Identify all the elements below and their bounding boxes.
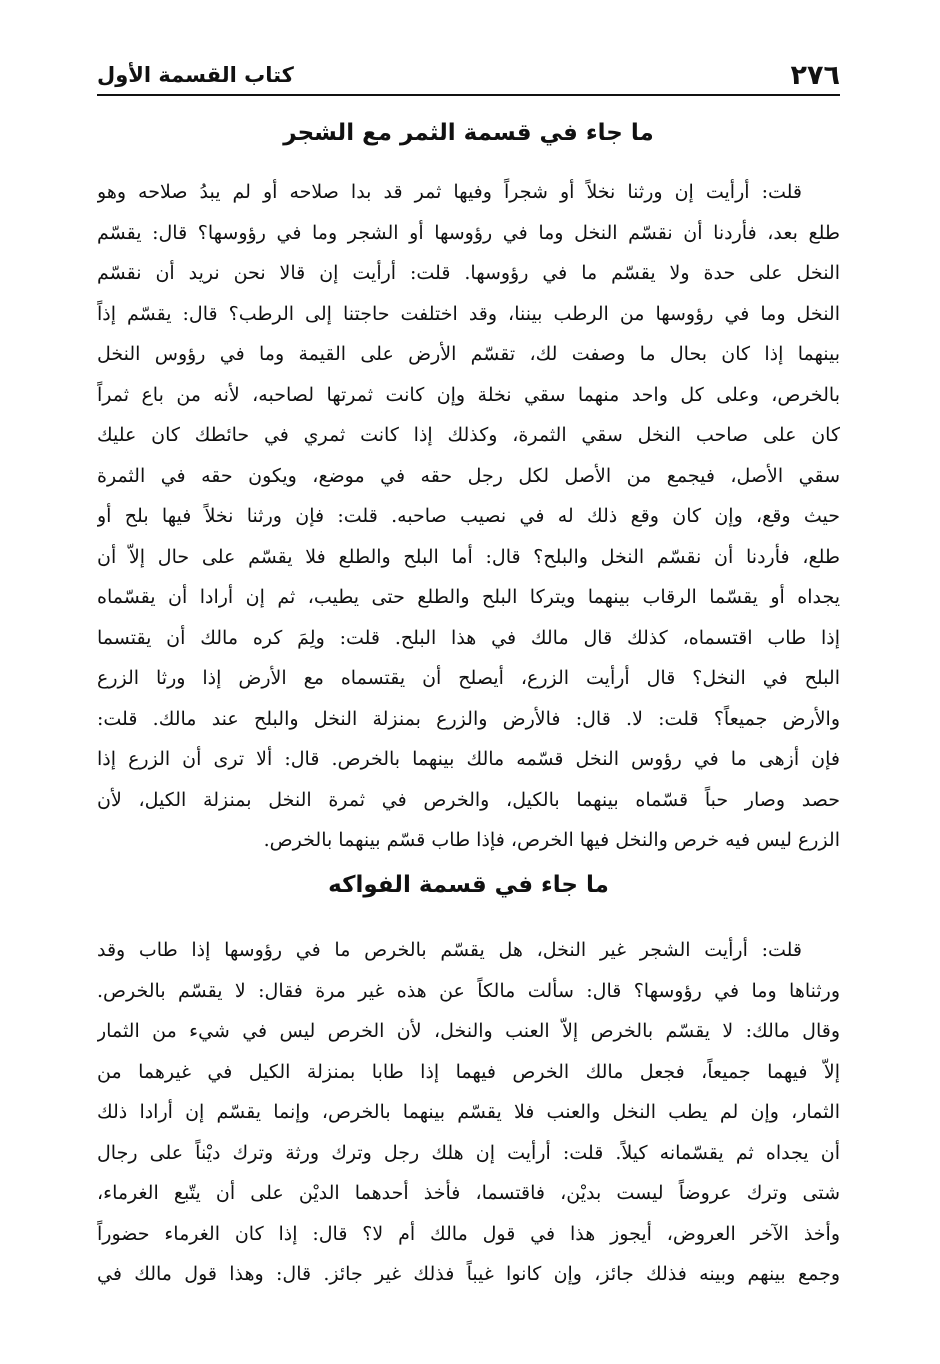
text-line: بالخرص، وعلى كل واحد منهما سقي نخلة وإن كانت ثمرتها لصاحبه، لأنه من باع ثمراً	[97, 383, 840, 406]
page-header	[97, 58, 840, 92]
text-line: وجمع بينهم وبينه فذلك جائز، وإن كانوا غيباً فذلك غير جائز. قال: وهذا قول مالك في	[97, 1263, 840, 1285]
running-title: كتاب القسمة الأول	[97, 63, 294, 87]
text-line: فإن أزهى ما في رؤوس النخل قسّمه مالك بينهما بالخرص. قال: ألا ترى أن الزرع إذا	[97, 748, 840, 770]
text-line: يجداه أو يقسّما الرقاب بينهما ويتركا البلح والطلع حتى يطيب، ثم إن أرادا أن يقسّماه	[97, 586, 840, 608]
text-line: وأخذ الآخر العروض، أيجوز هذا في قول مالك أم لا؟ قال: إذا كان الغرماء حضوراً	[97, 1222, 840, 1245]
text-line: قلت: أرأيت الشجر غير النخل، هل يقسّم بالخرص ما في رؤوسها إذا طاب وقد	[97, 939, 802, 961]
page-number: ٢٧٦	[790, 59, 840, 91]
text-line: الزرع ليس فيه خرص والنخل فيها الخرص، فإذا طاب قسّم بينهما بالخرص.	[263, 829, 840, 851]
section-title-fruit-with-trees: ما جاء في قسمة الثمر مع الشجر	[283, 120, 654, 146]
text-line: البلح في النخل؟ قال أرأيت الزرع، أيصلح أن يقتسماه مع الأرض إذا ورثا الزرع	[97, 667, 840, 689]
text-line: الثمار، وإن لم يطب النخل والعنب فلا يقسّم بينهما بالخرص، وإنما يقسّم إن أرادا ذلك	[97, 1101, 840, 1123]
text-line: طلع بعد، فأردنا أن نقسّم النخل وما في رؤوسها أو الشجر وما في رؤوسها؟ قال: يقسّم	[97, 221, 840, 244]
text-line: والأرض جميعاً؟ قلت: لا. قال: فالأرض والزرع بمنزلة النخل والبلح عند مالك. قلت:	[97, 707, 840, 730]
section-body-fruit-with-trees	[97, 172, 840, 861]
text-line: إلاّ فيهما جميعاً، فجعل مالك الخرص فيهما إذا طابا بمنزلة الكيل في غيرهما من	[97, 1060, 840, 1083]
text-line: النخل وما في رؤوسها من الرطب بيننا، وقد اختلفت حاجتنا إلى الرطب؟ قال: يقسّم إذاً	[97, 302, 840, 325]
section-title-fruits: ما جاء في قسمة الفواكه	[328, 872, 609, 898]
header-divider	[97, 94, 840, 96]
text-line: بينهما إذا كان بحال ما وصفت لك، تقسّم الأرض على القيمة وما في رؤوس النخل	[97, 343, 840, 365]
text-line: سقي الأصل، فيجمع من الأصل لكل رجل حقه في موضع، ويكون حقه في الثمرة	[97, 464, 840, 487]
text-line: وقال مالك: لا يقسّم بالخرص إلاّ العنب والنخل، لأن الخرص ليس في شيء من الثمار	[97, 1020, 840, 1042]
text-line: قلت: أرأيت إن ورثنا نخلاً أو شجراً وفيها ثمر قد بدا صلاحه أو لم يبدُ صلاحه وهو	[97, 181, 802, 203]
text-line: ورثناها وما في رؤوسها؟ قال: سألت مالكاً عن هذه غير مرة فقال: لا يقسّم بالخرص.	[97, 979, 840, 1002]
text-line: حصد وصار حباً قسّماه بينهما بالكيل، والخرص في ثمرة النخل بمنزلة الكيل، لأن	[97, 788, 840, 811]
text-line: طلع، فأردنا أن نقسّم النخل والبلح؟ قال: أما البلح والطلع فلا يقسّم على حال إلاّ أن	[97, 545, 840, 568]
text-line: شتى وترك عروضاً ليست بديْن، فاقتسما، فأخذ أحدهما الديْن على أن يتّبع الغرماء،	[97, 1182, 840, 1204]
text-line: أن يجداه ثم يقسّمانه كيلاً. قلت: أرأيت إن هلك رجل وترك ورثة وترك ديْناً على رجال	[97, 1141, 840, 1164]
text-line: النخل على حدة ولا يقسّم ما في رؤوسها. قلت: أرأيت إن قالا نحن نريد أن نقسّم	[97, 262, 840, 284]
text-line: حيث وقع، وإن كان وقع ذلك له في نصيب صاحبه. قلت: فإن ورثنا نخلاً فيها بلح أو	[97, 505, 840, 527]
text-line: كان على صاحب النخل سقي الثمرة، وكذلك إذا كانت ثمري في حائطك كان عليك	[97, 424, 840, 446]
text-line: إذا طاب اقتسماه، كذلك قال مالك في هذا البلح. قلت: ولِمَ كره مالك أن يقتسما	[97, 626, 840, 649]
section-body-fruits	[97, 930, 840, 1295]
